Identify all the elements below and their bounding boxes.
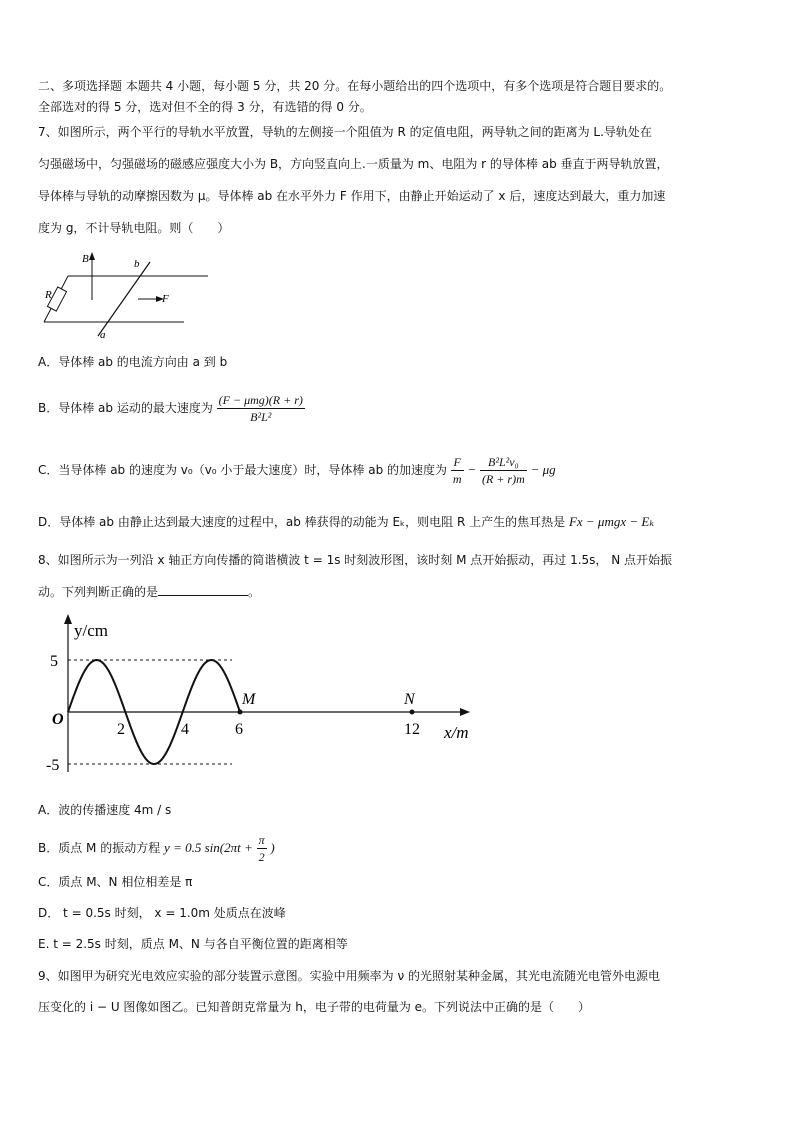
q8-stem-line-2-text: 动。下列判断正确的是	[38, 585, 159, 599]
point-n-dot	[410, 710, 415, 715]
q7-option-c-f1-denominator: m	[452, 472, 462, 486]
label-B: B	[82, 253, 89, 265]
y-axis-arrow-icon	[64, 614, 72, 624]
point-m-dot	[238, 710, 243, 715]
q7-option-c-f2-denominator: (R + r)m	[481, 472, 525, 486]
q7-option-c-text: C．当导体棒 ab 的速度为 v₀（v₀ 小于最大速度）时，导体棒 ab 的加速度为	[38, 463, 448, 477]
q7-rail-diagram	[38, 250, 218, 342]
q8-wave-graph	[44, 612, 484, 782]
q8-stem-line-2	[38, 582, 260, 602]
q7-option-b-denominator: B²L²	[250, 410, 272, 424]
q8-option-b-fraction	[257, 832, 267, 865]
label-a: a	[100, 329, 106, 341]
q7-option-a: A．导体棒 ab 的电流方向由 a 到 b	[38, 355, 228, 369]
y-tick-neg5: -5	[46, 757, 60, 774]
q8-option-b	[38, 832, 275, 865]
q7-option-c-fraction-1	[451, 454, 464, 487]
q7-option-b-text: B．导体棒 ab 运动的最大速度为	[38, 401, 213, 415]
y-tick-5: 5	[50, 653, 58, 670]
section-heading: 二、多项选择题 本题共 4 小题，每小题 5 分，共 20 分。在每小题给出的四个选项中，有多个选项是符合题目要求的。	[38, 79, 672, 93]
q7-option-d	[38, 512, 654, 532]
q7-stem-line-3: 导体棒与导轨的动摩擦因数为 μ。导体棒 ab 在水平外力 F 作用下，由静止开始运动了 x 后，速度达到最大，重力加速	[38, 189, 666, 203]
q8-option-b-text: B．质点 M 的振动方程	[38, 841, 161, 855]
q8-option-d: D． t = 0.5s 时刻， x = 1.0m 处质点在波峰	[38, 906, 286, 920]
q8-option-c: C．质点 M、N 相位相差是 π	[38, 875, 193, 889]
q7-option-b	[38, 390, 305, 426]
q7-option-c-fraction-2	[480, 454, 527, 487]
q7-stem-line-2: 匀强磁场中，匀强磁场的磁感应强度大小为 B，方向竖直向上.一质量为 m、电阻为 r 的导体棒 ab 垂直于两导轨放置，	[38, 157, 669, 171]
q7-option-c	[38, 450, 556, 490]
q7-option-c-tail: − μg	[530, 462, 556, 477]
wave-curve	[68, 658, 126, 712]
q8-stem-line-1: 8、如图所示为一列沿 x 轴正方向传播的简谐横波 t = 1s 时刻波形图，该时刻 M 点开始振动，再过 1.5s， N 点开始振	[38, 553, 673, 567]
point-m-label: M	[242, 691, 256, 708]
q8-option-b-denominator: 2	[258, 850, 265, 864]
section-scoring: 全部选对的得 5 分，选对但不全的得 3 分，有选错的得 0 分。	[38, 100, 372, 114]
q7-option-b-numerator: (F − μmg)(R + r)	[218, 393, 303, 407]
q9-stem-line-1: 9、如图甲为研究光电效应实验的部分装置示意图。实验中用频率为 ν 的光照射某种金属，其光电流随光电管外电源电	[38, 969, 660, 983]
x-axis-label: x/m	[444, 723, 469, 742]
x-tick-4: 4	[181, 721, 189, 738]
answer-blank	[158, 583, 248, 596]
b-field-arrow-icon	[89, 252, 95, 260]
q8-option-b-close: )	[270, 840, 275, 855]
x-axis-arrow-icon	[460, 708, 470, 716]
q7-option-c-minus: −	[467, 462, 477, 477]
q7-stem-line-4: 度为 g，不计导轨电阻。则（ ）	[38, 221, 230, 235]
x-tick-6: 6	[235, 721, 243, 738]
label-R: R	[45, 289, 52, 301]
label-F: F	[162, 293, 169, 305]
q8-option-b-math: y = 0.5 sin(2πt +	[164, 840, 253, 855]
q8-option-b-numerator: π	[258, 833, 265, 847]
label-b: b	[134, 258, 140, 270]
y-axis-label: y/cm	[74, 621, 108, 640]
x-tick-2: 2	[117, 721, 125, 738]
q9-stem-line-2: 压变化的 i − U 图像如图乙。已知普朗克常量为 h，电子带的电荷量为 e。下列说法中正确的是（ ）	[38, 1000, 591, 1014]
q7-stem-line-1: 7、如图所示，两个平行的导轨水平放置，导轨的左侧接一个阻值为 R 的定值电阻，两导轨之间的距离为 L.导轨处在	[38, 125, 652, 139]
q7-option-c-f1-numerator: F	[451, 454, 464, 471]
q8-option-a: A．波的传播速度 4m / s	[38, 803, 172, 817]
origin-label: O	[52, 711, 64, 728]
x-tick-12: 12	[404, 721, 420, 738]
q7-option-c-f2-numerator: B²L²v₀	[480, 454, 527, 471]
q8-option-e: E. t = 2.5s 时刻，质点 M、N 与各自平衡位置的距离相等	[38, 937, 348, 951]
q7-option-d-math: Fx − μmgx − Eₖ	[568, 514, 655, 529]
point-n-label: N	[404, 691, 415, 708]
q7-option-b-fraction	[217, 392, 305, 425]
q7-option-d-text: D．导体棒 ab 由静止达到最大速度的过程中，ab 棒获得的动能为 Eₖ，则电阻 R 上产生的焦耳热是	[38, 515, 566, 529]
q8-stem-line-2-end: 。	[248, 585, 261, 599]
